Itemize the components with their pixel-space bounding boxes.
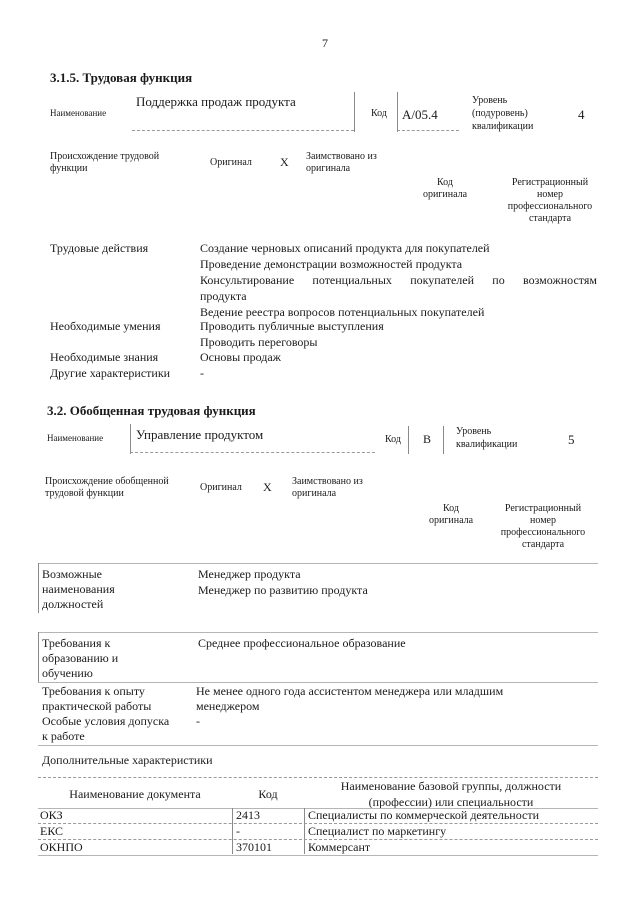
table-header-doc: Наименование документа: [69, 787, 201, 801]
orig-code-label-1: Код: [443, 503, 459, 514]
level-value: 4: [578, 107, 585, 122]
level-label-1: Уровень: [472, 95, 508, 106]
origin-label-1: Происхождение трудовой: [50, 151, 160, 162]
action-item: Проведение демонстрации возможностей продукта: [200, 257, 463, 271]
code-label: Код: [385, 434, 401, 445]
table-cell-name: Коммерсант: [308, 840, 371, 854]
position-item: Менеджер по развитию продукта: [198, 583, 368, 597]
conditions-label-1: Особые условия допуска: [42, 714, 170, 728]
level-label-1: Уровень: [456, 426, 492, 437]
table-header-code: Код: [258, 787, 278, 801]
orig-code-label-1: Код: [437, 177, 453, 188]
row-divider: [38, 682, 598, 683]
row-left-edge: [38, 563, 39, 613]
origin-label-1: Происхождение обобщенной: [45, 476, 169, 487]
reg-number-label-1: Регистрационный: [511, 177, 589, 188]
orig-code-label-2: оригинала: [422, 189, 468, 200]
table-header-name-2: (профессии) или специальности: [368, 795, 534, 809]
origin-label-2: функции: [50, 163, 88, 174]
other-label: Другие характеристики: [50, 366, 171, 380]
table-cell-doc: ОКНПО: [40, 840, 83, 854]
section-title: 3.2. Обобщенная трудовая функция: [47, 403, 256, 418]
table-header-name-1: Наименование базовой группы, должности: [340, 779, 562, 793]
conditions-label-2: к работе: [42, 729, 85, 743]
name-box-edge: [354, 92, 355, 132]
knowledge-item: Основы продаж: [200, 350, 281, 364]
education-label-1: Требования к: [42, 636, 111, 650]
action-item: Консультирование потенциальных покупателей по возможностям: [200, 273, 597, 287]
borrowed-label-2: оригинала: [292, 488, 337, 499]
borrowed-label-1: Заимствовано из: [306, 151, 377, 162]
conditions-item: -: [196, 714, 200, 728]
experience-label-2: практической работы: [42, 699, 152, 713]
level-label-2: (подуровень): [472, 108, 528, 119]
positions-label-1: Возможные: [42, 567, 102, 581]
table-cell-code: 370101: [236, 840, 272, 854]
education-label-3: обучению: [42, 666, 93, 680]
experience-label-1: Требования к опыту: [42, 684, 145, 698]
borrowed-label-2: оригинала: [306, 163, 351, 174]
reg-number-label-4: стандарта: [521, 539, 565, 550]
borrowed-label-1: Заимствовано из: [292, 476, 363, 487]
reg-number-label-2: номер: [537, 189, 563, 200]
original-mark: X: [280, 155, 289, 169]
row-left-edge: [38, 632, 39, 682]
education-item: Среднее профессиональное образование: [198, 636, 406, 650]
name-underline: [130, 452, 375, 453]
page-number: 7: [322, 36, 328, 50]
table-top-border: [38, 777, 598, 778]
code-underline: [397, 130, 459, 131]
code-label: Код: [371, 108, 387, 119]
other-item: -: [200, 366, 204, 380]
reg-number-label-3: профессионального: [507, 201, 593, 212]
name-label: Наименование: [50, 108, 107, 118]
section-title: 3.1.5. Трудовая функция: [50, 70, 193, 85]
position-item: Менеджер продукта: [198, 567, 301, 581]
extra-title: Дополнительные характеристики: [42, 753, 213, 767]
name-underline: [132, 130, 354, 131]
table-cell-doc: ЕКС: [40, 824, 64, 838]
reg-number-label-2: номер: [530, 515, 556, 526]
table-cell-code: -: [236, 824, 240, 838]
orig-code-label-2: оригинала: [428, 515, 474, 526]
function-name: Управление продуктом: [136, 427, 264, 442]
original-mark: X: [263, 480, 272, 494]
action-item: Ведение реестра вопросов потенциальных покупателей: [200, 305, 485, 319]
skill-item: Проводить публичные выступления: [200, 319, 384, 333]
function-name: Поддержка продаж продукта: [136, 94, 296, 109]
reg-number-label-1: Регистрационный: [504, 503, 582, 514]
positions-label-2: наименования: [42, 582, 115, 596]
name-box-edge: [130, 424, 131, 454]
code-value: A/05.4: [402, 107, 438, 122]
skill-item: Проводить переговоры: [200, 335, 318, 349]
reg-number-label-4: стандарта: [528, 213, 572, 224]
level-label-3: квалификации: [472, 121, 534, 132]
positions-label-3: должностей: [42, 597, 104, 611]
table-col-divider: [232, 808, 233, 854]
education-label-2: образованию и: [42, 651, 119, 665]
table-col-divider: [304, 808, 305, 854]
experience-item: менеджером: [196, 699, 260, 713]
original-label: Оригинал: [210, 157, 252, 168]
code-box-edge: [443, 426, 444, 454]
level-label-2: квалификации: [456, 439, 518, 450]
table-bottom-border: [38, 855, 598, 856]
code-box-edge: [397, 92, 398, 132]
action-item: продукта: [200, 289, 247, 303]
row-divider: [38, 563, 598, 564]
row-divider: [38, 632, 598, 633]
table-cell-name: Специалист по маркетингу: [308, 824, 447, 838]
code-value: B: [423, 432, 432, 446]
code-box-edge: [408, 426, 409, 454]
reg-number-label-3: профессионального: [500, 527, 586, 538]
row-divider: [38, 745, 598, 746]
original-label: Оригинал: [200, 482, 242, 493]
experience-item: Не менее одного года ассистентом менеджера или младшим: [196, 684, 504, 698]
level-value: 5: [568, 432, 575, 447]
skills-label: Необходимые умения: [50, 319, 161, 333]
table-cell-code: 2413: [236, 808, 260, 822]
actions-label: Трудовые действия: [50, 241, 149, 255]
origin-label-2: трудовой функции: [45, 488, 124, 499]
table-cell-doc: ОКЗ: [40, 808, 63, 822]
table-cell-name: Специалисты по коммерческой деятельности: [308, 808, 540, 822]
action-item: Создание черновых описаний продукта для покупателей: [200, 241, 490, 255]
name-label: Наименование: [47, 433, 104, 443]
knowledge-label: Необходимые знания: [50, 350, 159, 364]
